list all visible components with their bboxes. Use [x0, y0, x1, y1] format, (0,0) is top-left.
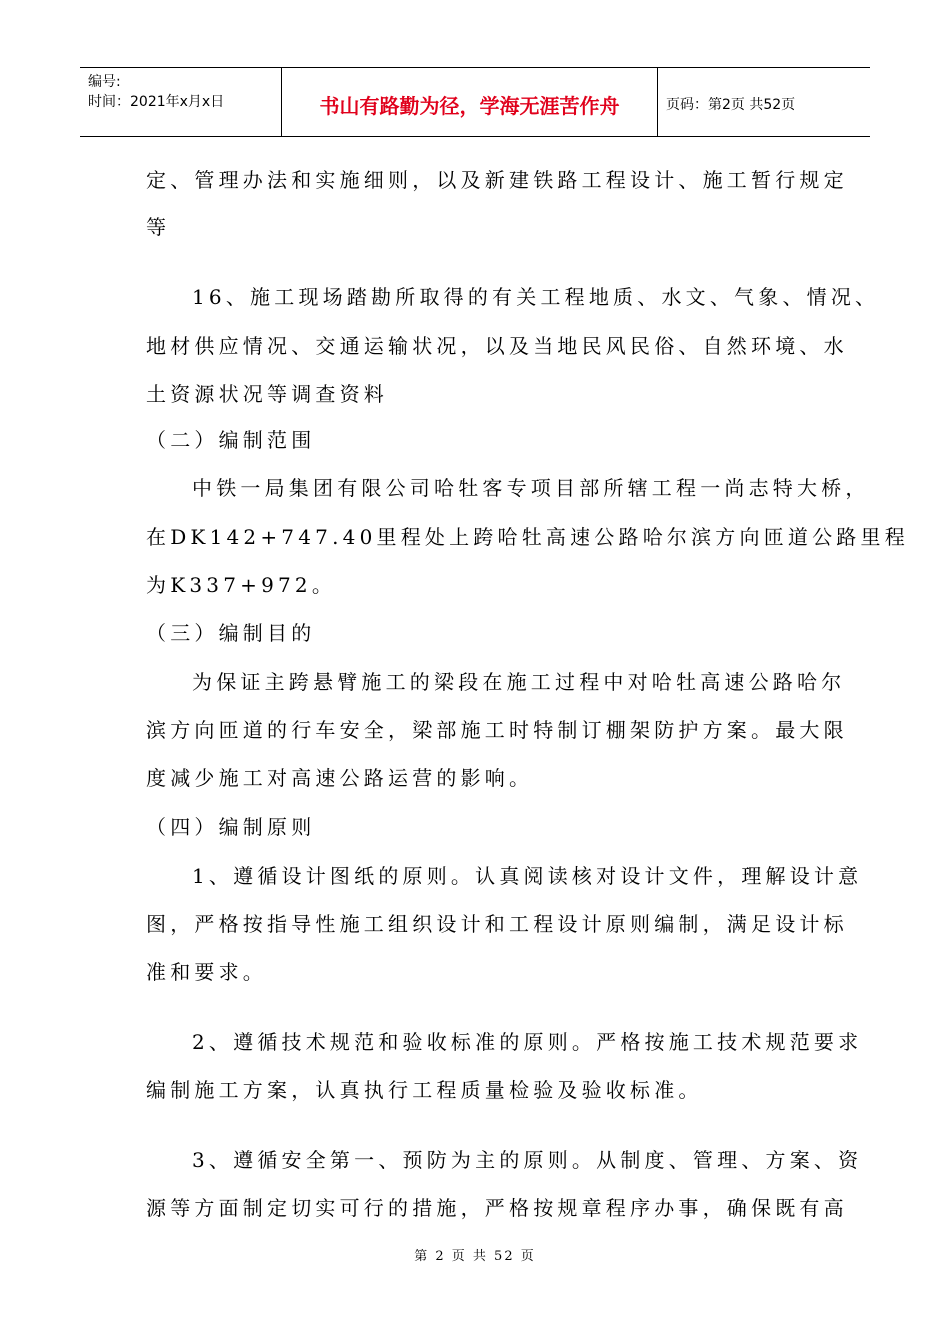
- document-header: [80, 67, 870, 137]
- body-line: 准和要求。: [146, 960, 267, 984]
- body-line: 编制施工方案，认真执行工程质量检验及验收标准。: [146, 1078, 703, 1102]
- body-line: 等: [146, 215, 171, 239]
- header-page-info: 页码：第2页 共52页: [666, 97, 796, 113]
- body-line: 中铁一局集团有限公司哈牡客专项目部所辖工程一尚志特大桥，: [192, 476, 870, 500]
- header-date-label: 时间：2021年x月x日: [88, 94, 225, 110]
- page-footer: 第 2 页 共 52 页: [414, 1249, 536, 1264]
- header-motto: 书山有路勤为径，学海无涯苦作舟: [282, 68, 658, 136]
- body-line: 1、遵循设计图纸的原则。认真阅读核对设计文件，理解设计意: [192, 864, 863, 888]
- body-line: 源等方面制定切实可行的措施，严格按规章程序办事，确保既有高: [146, 1196, 848, 1220]
- body-line: 图，严格按指导性施工组织设计和工程设计原则编制，满足设计标: [146, 912, 848, 936]
- body-line: 16、施工现场踏勘所取得的有关工程地质、水文、气象、情况、: [192, 285, 880, 309]
- body-line: 滨方向匝道的行车安全，梁部施工时特制订棚架防护方案。最大限: [146, 718, 848, 742]
- section-heading: （二）编制范围: [146, 428, 316, 452]
- body-line: 定、管理办法和实施细则，以及新建铁路工程设计、施工暂行规定: [146, 168, 848, 192]
- header-meta: [80, 68, 282, 136]
- body-line: 地材供应情况、交通运输状况，以及当地民风民俗、自然环境、水: [146, 334, 848, 358]
- header-number-label: 编号:: [88, 74, 121, 90]
- body-line: 为K337+972。: [146, 573, 337, 597]
- section-heading: （四）编制原则: [146, 815, 316, 839]
- body-line: 度减少施工对高速公路运营的影响。: [146, 766, 534, 790]
- section-heading: （三）编制目的: [146, 621, 316, 645]
- body-line: 为保证主跨悬臂施工的梁段在施工过程中对哈牡高速公路哈尔: [192, 670, 846, 694]
- body-line: 土资源状况等调查资料: [146, 382, 388, 406]
- body-line: 3、遵循安全第一、预防为主的原则。从制度、管理、方案、资: [192, 1148, 863, 1172]
- body-line: 在DK142+747.40里程处上跨哈牡高速公路哈尔滨方向匝道公路里程: [146, 525, 909, 549]
- body-line: 2、遵循技术规范和验收标准的原则。严格按施工技术规范要求: [192, 1030, 863, 1054]
